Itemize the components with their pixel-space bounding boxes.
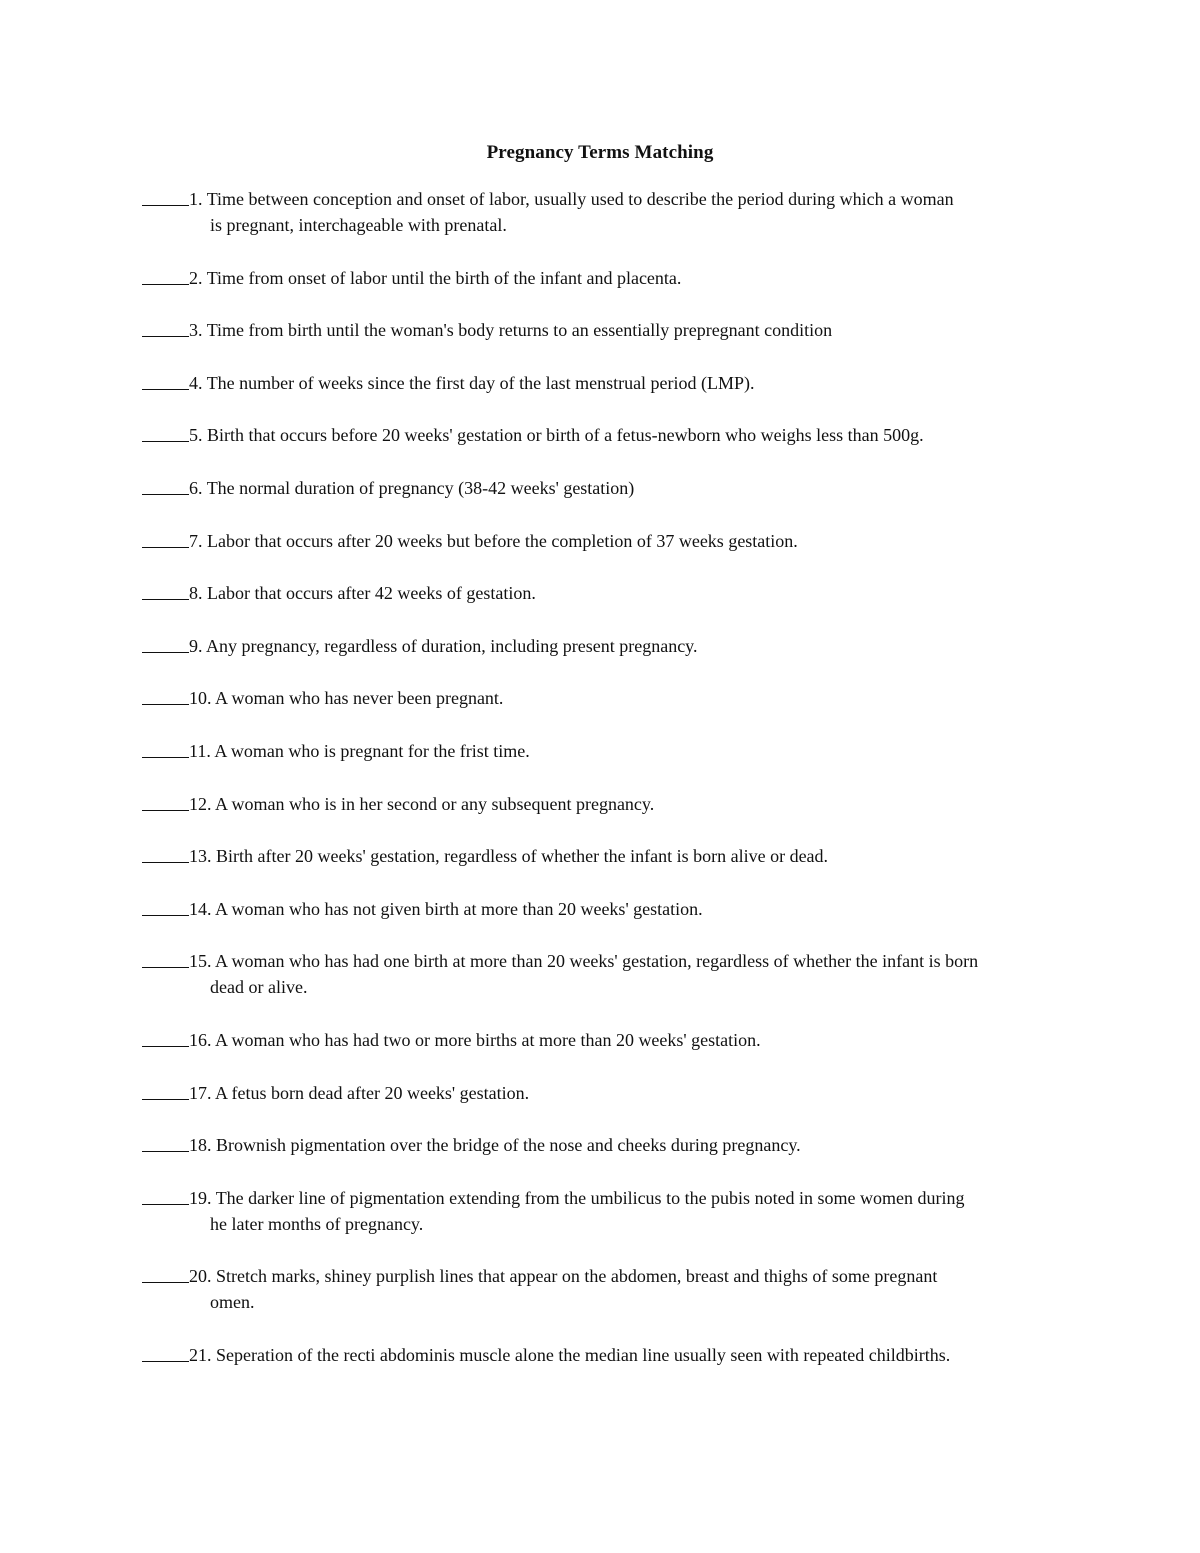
item-number: 3.	[189, 320, 203, 341]
item-number: 12.	[189, 793, 212, 814]
answer-blank[interactable]	[142, 317, 189, 337]
matching-item	[142, 633, 1062, 659]
matching-item	[142, 948, 1062, 1000]
item-text	[189, 475, 1062, 501]
item-text	[189, 580, 1062, 606]
item-text	[189, 370, 1062, 396]
item-number: 10.	[189, 688, 212, 709]
matching-item	[142, 265, 1062, 291]
item-number: 17.	[189, 1082, 212, 1103]
item-text	[189, 1132, 1062, 1158]
item-number: 11.	[189, 740, 211, 761]
matching-item	[142, 896, 1062, 922]
item-text	[189, 1342, 1062, 1368]
item-number: 1.	[189, 189, 203, 209]
matching-item	[142, 370, 1062, 396]
item-line1: Stretch marks, shiney purplish lines that appear on the abdomen, breast and thighs of some pregnant	[216, 1266, 938, 1287]
answer-blank[interactable]	[142, 1185, 189, 1205]
answer-blank[interactable]	[142, 948, 189, 968]
item-line2: is pregnant, interchageable with prenatal.	[210, 215, 507, 235]
item-number: 20.	[189, 1266, 212, 1287]
item-line1: The normal duration of pregnancy (38-42 weeks' gestation)	[206, 477, 635, 498]
item-line1: The darker line of pigmentation extending from the umbilicus to the pubis noted in some women during	[215, 1187, 965, 1208]
item-line1: Time between conception and onset of labor, usually used to describe the period during which a woman	[206, 189, 954, 209]
matching-item	[142, 1132, 1062, 1158]
item-text	[189, 1080, 1062, 1106]
item-line1: Seperation of the recti abdominis muscle alone the median line usually seen with repeated childbirths.	[216, 1344, 951, 1365]
item-line2: dead or alive.	[210, 977, 308, 998]
item-line1: Time from birth until the woman's body returns to an essentially prepregnant condition	[206, 320, 833, 341]
item-text	[189, 948, 1062, 1000]
matching-item	[142, 1080, 1062, 1106]
answer-blank[interactable]	[142, 1342, 189, 1362]
answer-blank[interactable]	[142, 475, 189, 495]
answer-blank[interactable]	[142, 1132, 189, 1152]
item-text	[189, 186, 1062, 238]
item-text	[189, 896, 1062, 922]
item-text	[189, 422, 1062, 448]
matching-item	[142, 843, 1062, 869]
answer-blank[interactable]	[142, 843, 189, 863]
item-text	[189, 265, 1062, 291]
item-line1: A woman who is in her second or any subsequent pregnancy.	[215, 793, 655, 814]
answer-blank[interactable]	[142, 791, 189, 811]
answer-blank[interactable]	[142, 528, 189, 548]
item-line1: A woman who has had two or more births at more than 20 weeks' gestation.	[215, 1029, 761, 1050]
answer-blank[interactable]	[142, 580, 189, 600]
answer-blank[interactable]	[142, 685, 189, 705]
item-number: 9.	[189, 635, 203, 656]
answer-blank[interactable]	[142, 265, 189, 285]
matching-item	[142, 580, 1062, 606]
answer-blank[interactable]	[142, 422, 189, 442]
item-line1: A woman who has had one birth at more than 20 weeks' gestation, regardless of whether the infant is born	[215, 951, 979, 972]
item-line2: omen.	[210, 1292, 255, 1313]
item-number: 2.	[189, 267, 203, 288]
matching-item	[142, 475, 1062, 501]
matching-list	[142, 186, 1062, 1394]
item-number: 14.	[189, 898, 212, 919]
answer-blank[interactable]	[142, 370, 189, 390]
matching-item	[142, 1342, 1062, 1368]
item-line1: A fetus born dead after 20 weeks' gestation.	[215, 1082, 530, 1103]
item-number: 21.	[189, 1344, 212, 1365]
matching-item	[142, 528, 1062, 554]
matching-item	[142, 791, 1062, 817]
answer-blank[interactable]	[142, 1080, 189, 1100]
answer-blank[interactable]	[142, 1027, 189, 1047]
item-text	[189, 317, 1062, 343]
item-line1: Time from onset of labor until the birth of the infant and placenta.	[206, 267, 682, 288]
item-text	[189, 528, 1062, 554]
answer-blank[interactable]	[142, 633, 189, 653]
matching-item	[142, 422, 1062, 448]
matching-item	[142, 1263, 1062, 1315]
item-number: 19.	[189, 1187, 212, 1208]
item-line1: Birth after 20 weeks' gestation, regardless of whether the infant is born alive or dead.	[216, 846, 829, 867]
matching-item	[142, 685, 1062, 711]
matching-item	[142, 317, 1062, 343]
item-text	[189, 1027, 1062, 1053]
item-line1: Labor that occurs after 20 weeks but before the completion of 37 weeks gestation.	[207, 530, 798, 551]
item-number: 7.	[189, 530, 203, 551]
item-line1: Any pregnancy, regardless of duration, including present pregnancy.	[206, 635, 698, 656]
item-text	[189, 738, 1062, 764]
matching-item	[142, 186, 1062, 238]
item-line1: Labor that occurs after 42 weeks of gestation.	[207, 583, 536, 604]
item-number: 15.	[189, 951, 212, 972]
item-line1: The number of weeks since the first day of the last menstrual period (LMP).	[206, 372, 755, 393]
item-line1: A woman who has not given birth at more than 20 weeks' gestation.	[215, 898, 703, 919]
item-line2: he later months of pregnancy.	[210, 1213, 424, 1234]
item-number: 16.	[189, 1029, 212, 1050]
item-line1: A woman who is pregnant for the frist time.	[214, 740, 530, 761]
matching-item	[142, 738, 1062, 764]
item-line1: Birth that occurs before 20 weeks' gestation or birth of a fetus-newborn who weighs less than 500g.	[207, 425, 924, 446]
answer-blank[interactable]	[142, 1263, 189, 1283]
matching-item	[142, 1185, 1062, 1237]
item-number: 6.	[189, 477, 203, 498]
matching-item	[142, 1027, 1062, 1053]
item-number: 4.	[189, 372, 203, 393]
item-text	[189, 791, 1062, 817]
item-text	[189, 843, 1062, 869]
page-title: Pregnancy Terms Matching	[486, 142, 714, 163]
item-line1: Brownish pigmentation over the bridge of the nose and cheeks during pregnancy.	[216, 1135, 801, 1156]
item-number: 8.	[189, 583, 203, 604]
item-number: 13.	[189, 846, 212, 867]
answer-blank[interactable]	[142, 186, 189, 206]
item-text	[189, 1185, 1062, 1237]
item-text	[189, 1263, 1062, 1315]
item-number: 18.	[189, 1135, 212, 1156]
item-number: 5.	[189, 425, 203, 446]
answer-blank[interactable]	[142, 738, 189, 758]
item-text	[189, 685, 1062, 711]
item-text	[189, 633, 1062, 659]
item-line1: A woman who has never been pregnant.	[215, 688, 504, 709]
answer-blank[interactable]	[142, 896, 189, 916]
